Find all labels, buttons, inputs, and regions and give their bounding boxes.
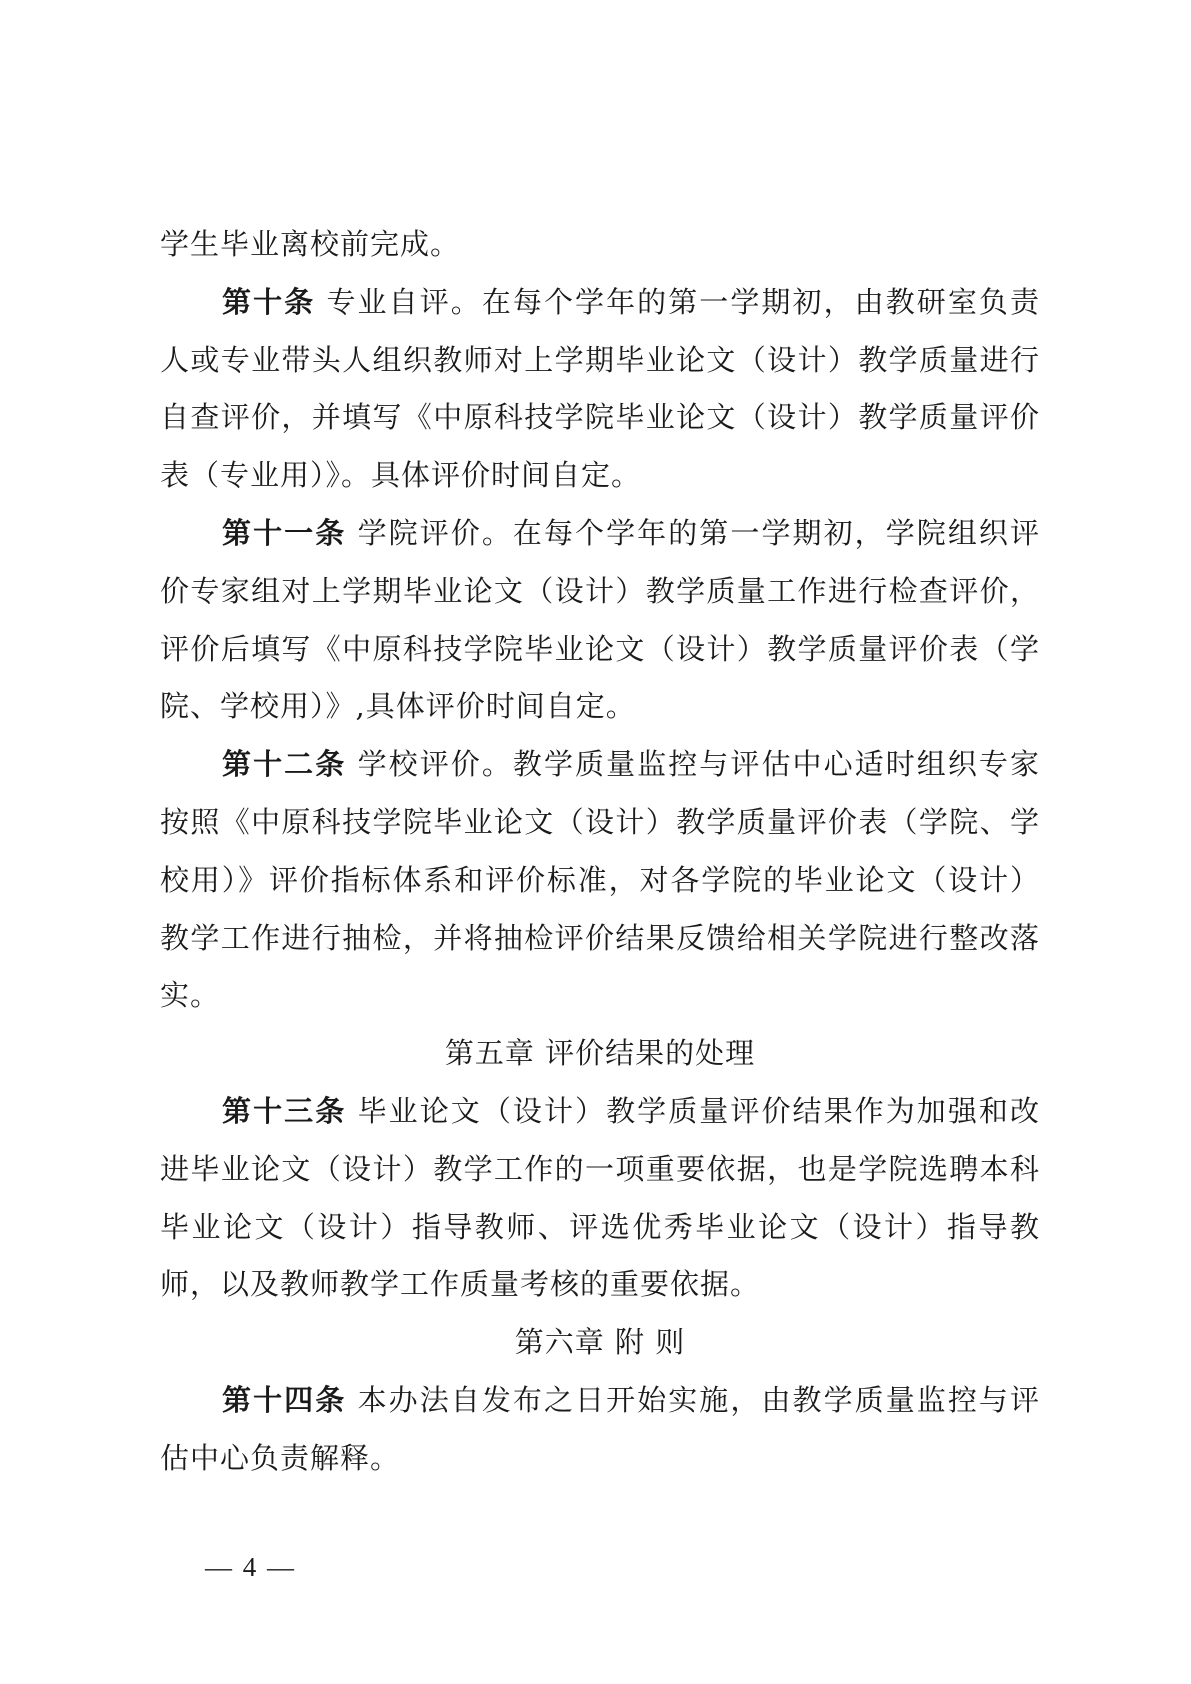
article-12: [160, 736, 1040, 1025]
chapter-heading-5: 第五章 评价结果的处理: [444, 1036, 756, 1071]
article-number: 第十一条: [222, 515, 347, 550]
article-text: 学院评价。在每个学年的第一学期初，学院组织评价专家组对上学期毕业论文（设计）教学质量工作进行检查评价，评价后填写《中原科技学院毕业论文（设计）教学质量评价表（学院、学校用）》,具体评价时间自定。: [160, 515, 1040, 724]
article-13: [160, 1083, 1040, 1314]
article-text: 本办法自发布之日开始实施，由教学质量监控与评估中心负责解释。: [160, 1382, 1040, 1475]
article-text: 专业自评。在每个学年的第一学期初，由教研室负责人或专业带头人组织教师对上学期毕业论文（设计）教学质量进行自查评价，并填写《中原科技学院毕业论文（设计）教学质量评价表（专业用）》。具体评价时间自定。: [160, 284, 1040, 493]
document-body: [160, 216, 1040, 1488]
article-14: [160, 1372, 1040, 1488]
article-text: 毕业论文（设计）教学质量评价结果作为加强和改进毕业论文（设计）教学工作的一项重要依据，也是学院选聘本科毕业论文（设计）指导教师、评选优秀毕业论文（设计）指导教师，以及教师教学工作质量考核的重要依据。: [160, 1093, 1040, 1302]
paragraph-continuation: [160, 216, 1040, 274]
article-10: [160, 274, 1040, 505]
page-number: — 4 —: [205, 1552, 296, 1582]
article-text: 学校评价。教学质量监控与评估中心适时组织专家按照《中原科技学院毕业论文（设计）教学质量评价表（学院、学校用）》评价指标体系和评价标准，对各学院的毕业论文（设计）教学工作进行抽检，并将抽检评价结果反馈给相关学院进行整改落实。: [160, 747, 1040, 1013]
chapter-heading-6: 第六章 附 则: [514, 1325, 686, 1360]
article-number: 第十三条: [222, 1093, 347, 1128]
article-number: 第十四条: [222, 1382, 347, 1417]
article-11: [160, 505, 1040, 736]
paragraph-text: 学生毕业离校前完成。: [160, 227, 461, 261]
article-number: 第十条: [222, 284, 316, 319]
article-number: 第十二条: [222, 747, 347, 782]
